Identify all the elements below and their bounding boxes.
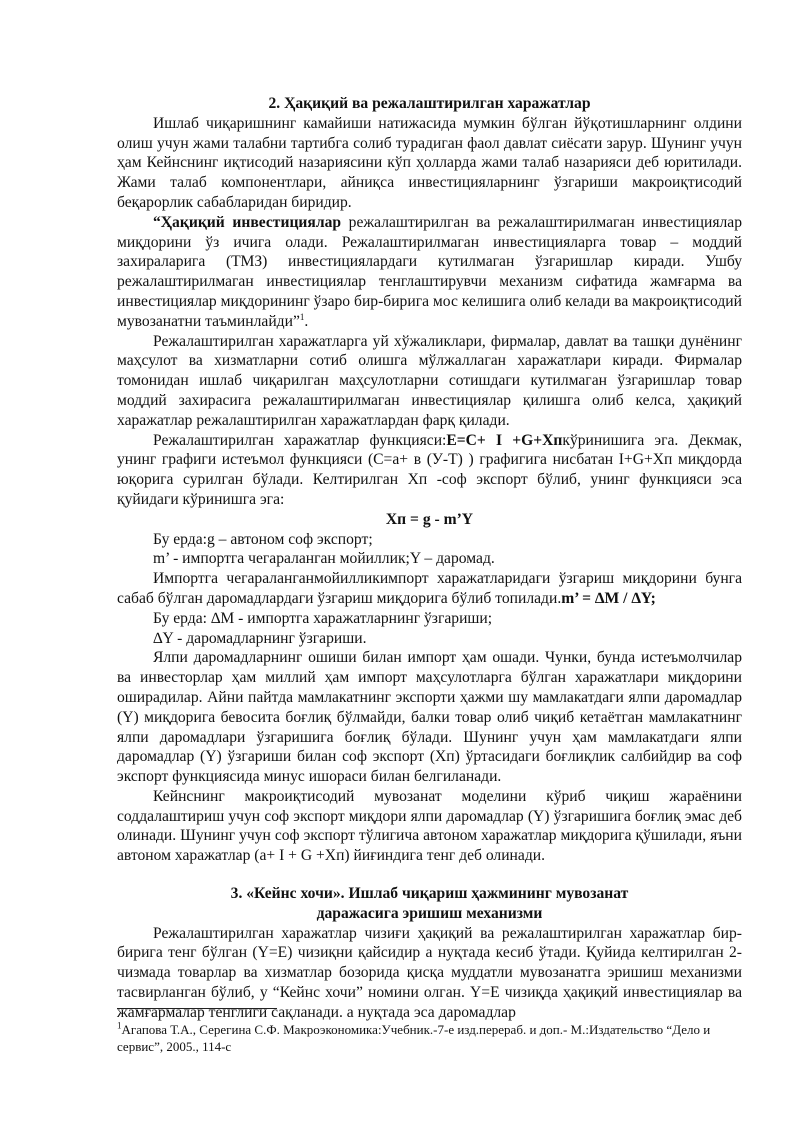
formula-mpm: m’ = ∆M / ∆Y; (561, 589, 656, 607)
footnote-separator (117, 1008, 277, 1009)
paragraph-2-end: . (304, 312, 309, 330)
paragraph-4-text: кўринишига эга. Декмак, унинг графиги истеъмол функцияси (С=а+ в (У-Т) ) графигига нисбатан I+G+Хп миқдорда юқорига сурилган бўлади. Келтирилган Хп -соф экспорт бўлиб, унинг функцияси эса қуйидаги кўринишга эга: (117, 431, 742, 508)
formula-planned-expenditure: Е=С+ I +G+Хп (446, 431, 563, 449)
footnote-text: Агапова Т.А., Серегина С.Ф. Макроэкономика:Учебник.-7-е изд.перераб. и доп.- М.:Издательство “Дело и сервис”, 2005., 114-с (117, 1022, 711, 1054)
section-heading-2: 2. Ҳақиқий ва режалаштирилган харажатлар (268, 95, 591, 112)
definition-g: Бу ерда:g – автоном соф экспорт; (153, 530, 373, 548)
paragraph-7: Кейнснинг макроиқтисодий мувозанат моделини кўриб чиқиш жараёнини соддалаштириш учун соф экспорт миқдори ялпи даромадлар (Y) ўзгаришига боғлиқ эмас деб олинади. Шунинг учун соф экспорт тўлигича автоном харажатлар миқдорига қўшилади, яъни автоном харажатлар (а+ I + G +Хп) йиғиндига тенг деб олинади. (117, 787, 742, 865)
paragraph-5 (117, 569, 742, 609)
paragraph-6: Ялпи даромадларнинг ошиши билан импорт ҳам ошади. Чунки, бунда истеъмолчилар ва инвесторлар ҳам миллий ҳам импорт маҳсулотларга бўлган харажатлари миқдорини оширадилар. Айни пайтда мамлакатнинг экспорти ҳажми шу мамлакатдаги ялпи даромадлар (Y) миқдорига бевосита боғлиқ бўлмайди, балки товар олиб чиқиб кетаётган мамлакатнинг ялпи даромадлари ўзгаришига боғлиқ бўлади. Шунинг учун ҳам мамлакатдаги ялпи даромадлар (Y) ўзгариши билан соф экспорт (Хп) ўртасидаги боғлиқлик салбийдир ва соф экспорт функциясида минус ишораси билан белгиланади. (117, 649, 742, 786)
paragraph-2 (117, 213, 742, 332)
footnote-number: 1 (117, 1020, 122, 1031)
paragraph-8: Режалаштирилган харажатлар чизиғи ҳақиқий ва режалаштирилган харажатлар бир-бирига тенг бўлган (Y=E) чизиқни қайсидир а нуқтада кесиб ўтади. Қуйида келтирилган 2-чизмада товарлар ва хизматлар бозорида қисқа муддатли мувозанатга эришиш механизми тасвирланган бўлиб, у “Кейнс хочи” номини олган. Y=E чизиқда ҳақиқий инвестициялар ва жамғармалар тенглиги сақланади. а нуқтада эса даромадлар (117, 924, 742, 1021)
section-gap (117, 866, 742, 884)
paragraph-4-lead: Режалаштирилган харажатлар функцияси: (153, 431, 447, 449)
paragraph-4 (117, 431, 742, 510)
definition-delta-m: Бу ерда: ∆M - импортга харажатларнинг ўзгариши; (153, 609, 493, 627)
paragraph-5-text: Импортга чегараланганмойилликимпорт харажатларидаги ўзгариш миқдорини бунга сабаб бўлган даромадлардаги ўзгариш миқдорига бўлиб топилади. (117, 570, 742, 607)
paragraph-1: Ишлаб чиқаришнинг камайиши натижасида мумкин бўлган йўқотишларнинг олдини олиш учун жами талабни тартибга солиб турадиган фаол давлат сиёсати зарур. Шунинг учун ҳам Кейнснинг иқтисодий назариясини кўп ҳолларда жами талаб назарияси деб юритилади. Жами талаб компонентлари, айниқса инвестицияларнинг ўзгариши макроиқтисодий беқарорлик сабабларидан биридир. (117, 114, 742, 211)
page-content (117, 94, 742, 1023)
definition-delta-y: ∆Y - даромадларнинг ўзгариши. (153, 629, 367, 647)
formula-net-export-text: Хп = g - m’Y (385, 510, 474, 528)
section-heading-3-line-2: даражасига эришиш механизми (316, 904, 543, 922)
paragraph-3: Режалаштирилган харажатларга уй хўжаликлари, фирмалар, давлат ва ташқи дунёнинг маҳсулот ва хизматларни сотиб олишга мўлжаллаган харажатлари киради. Фирмалар томонидан ишлаб чиқарилган маҳсулотларни сотишдаги кутилмаган ўзгаришлар товар моддий захирасига режалаштирилмаган инвестициялар қилишга олиб келса, ҳақиқий харажатлар режалаштирилган харажатлардан фарқ қилади. (117, 332, 742, 429)
paragraph-2-text: режалаштирилган ва режалаштирилмаган инвестициялар миқдорини ўз ичига олади. Режалаштирилмаган инвестицияларга товар – моддий захираларига (ТМЗ) инвестициялардаги кутилмаган ўзгаришлар киради. Ушбу режалаштирилмаган инвестициялар тенглаштирувчи механизм сифатида жамғарма ва инвестициялар миқдорининг ўзаро бир-бирига мос келишига олиб келади ва макроиқтисодий мувозанатни таъминлайди” (117, 213, 742, 330)
footnote-ref[interactable]: 1 (299, 311, 305, 322)
section-heading-3-line-1: 3. «Кейнс хочи». Ишлаб чиқариш ҳажмининг мувозанат (230, 885, 629, 903)
footnote (117, 1021, 742, 1055)
formula-net-export (117, 510, 742, 530)
definition-m: m’ - импортга чегараланган мойиллик;Y – даромад. (153, 550, 495, 568)
term-real-investment: “Ҳақиқий инвестициялар (153, 213, 342, 231)
